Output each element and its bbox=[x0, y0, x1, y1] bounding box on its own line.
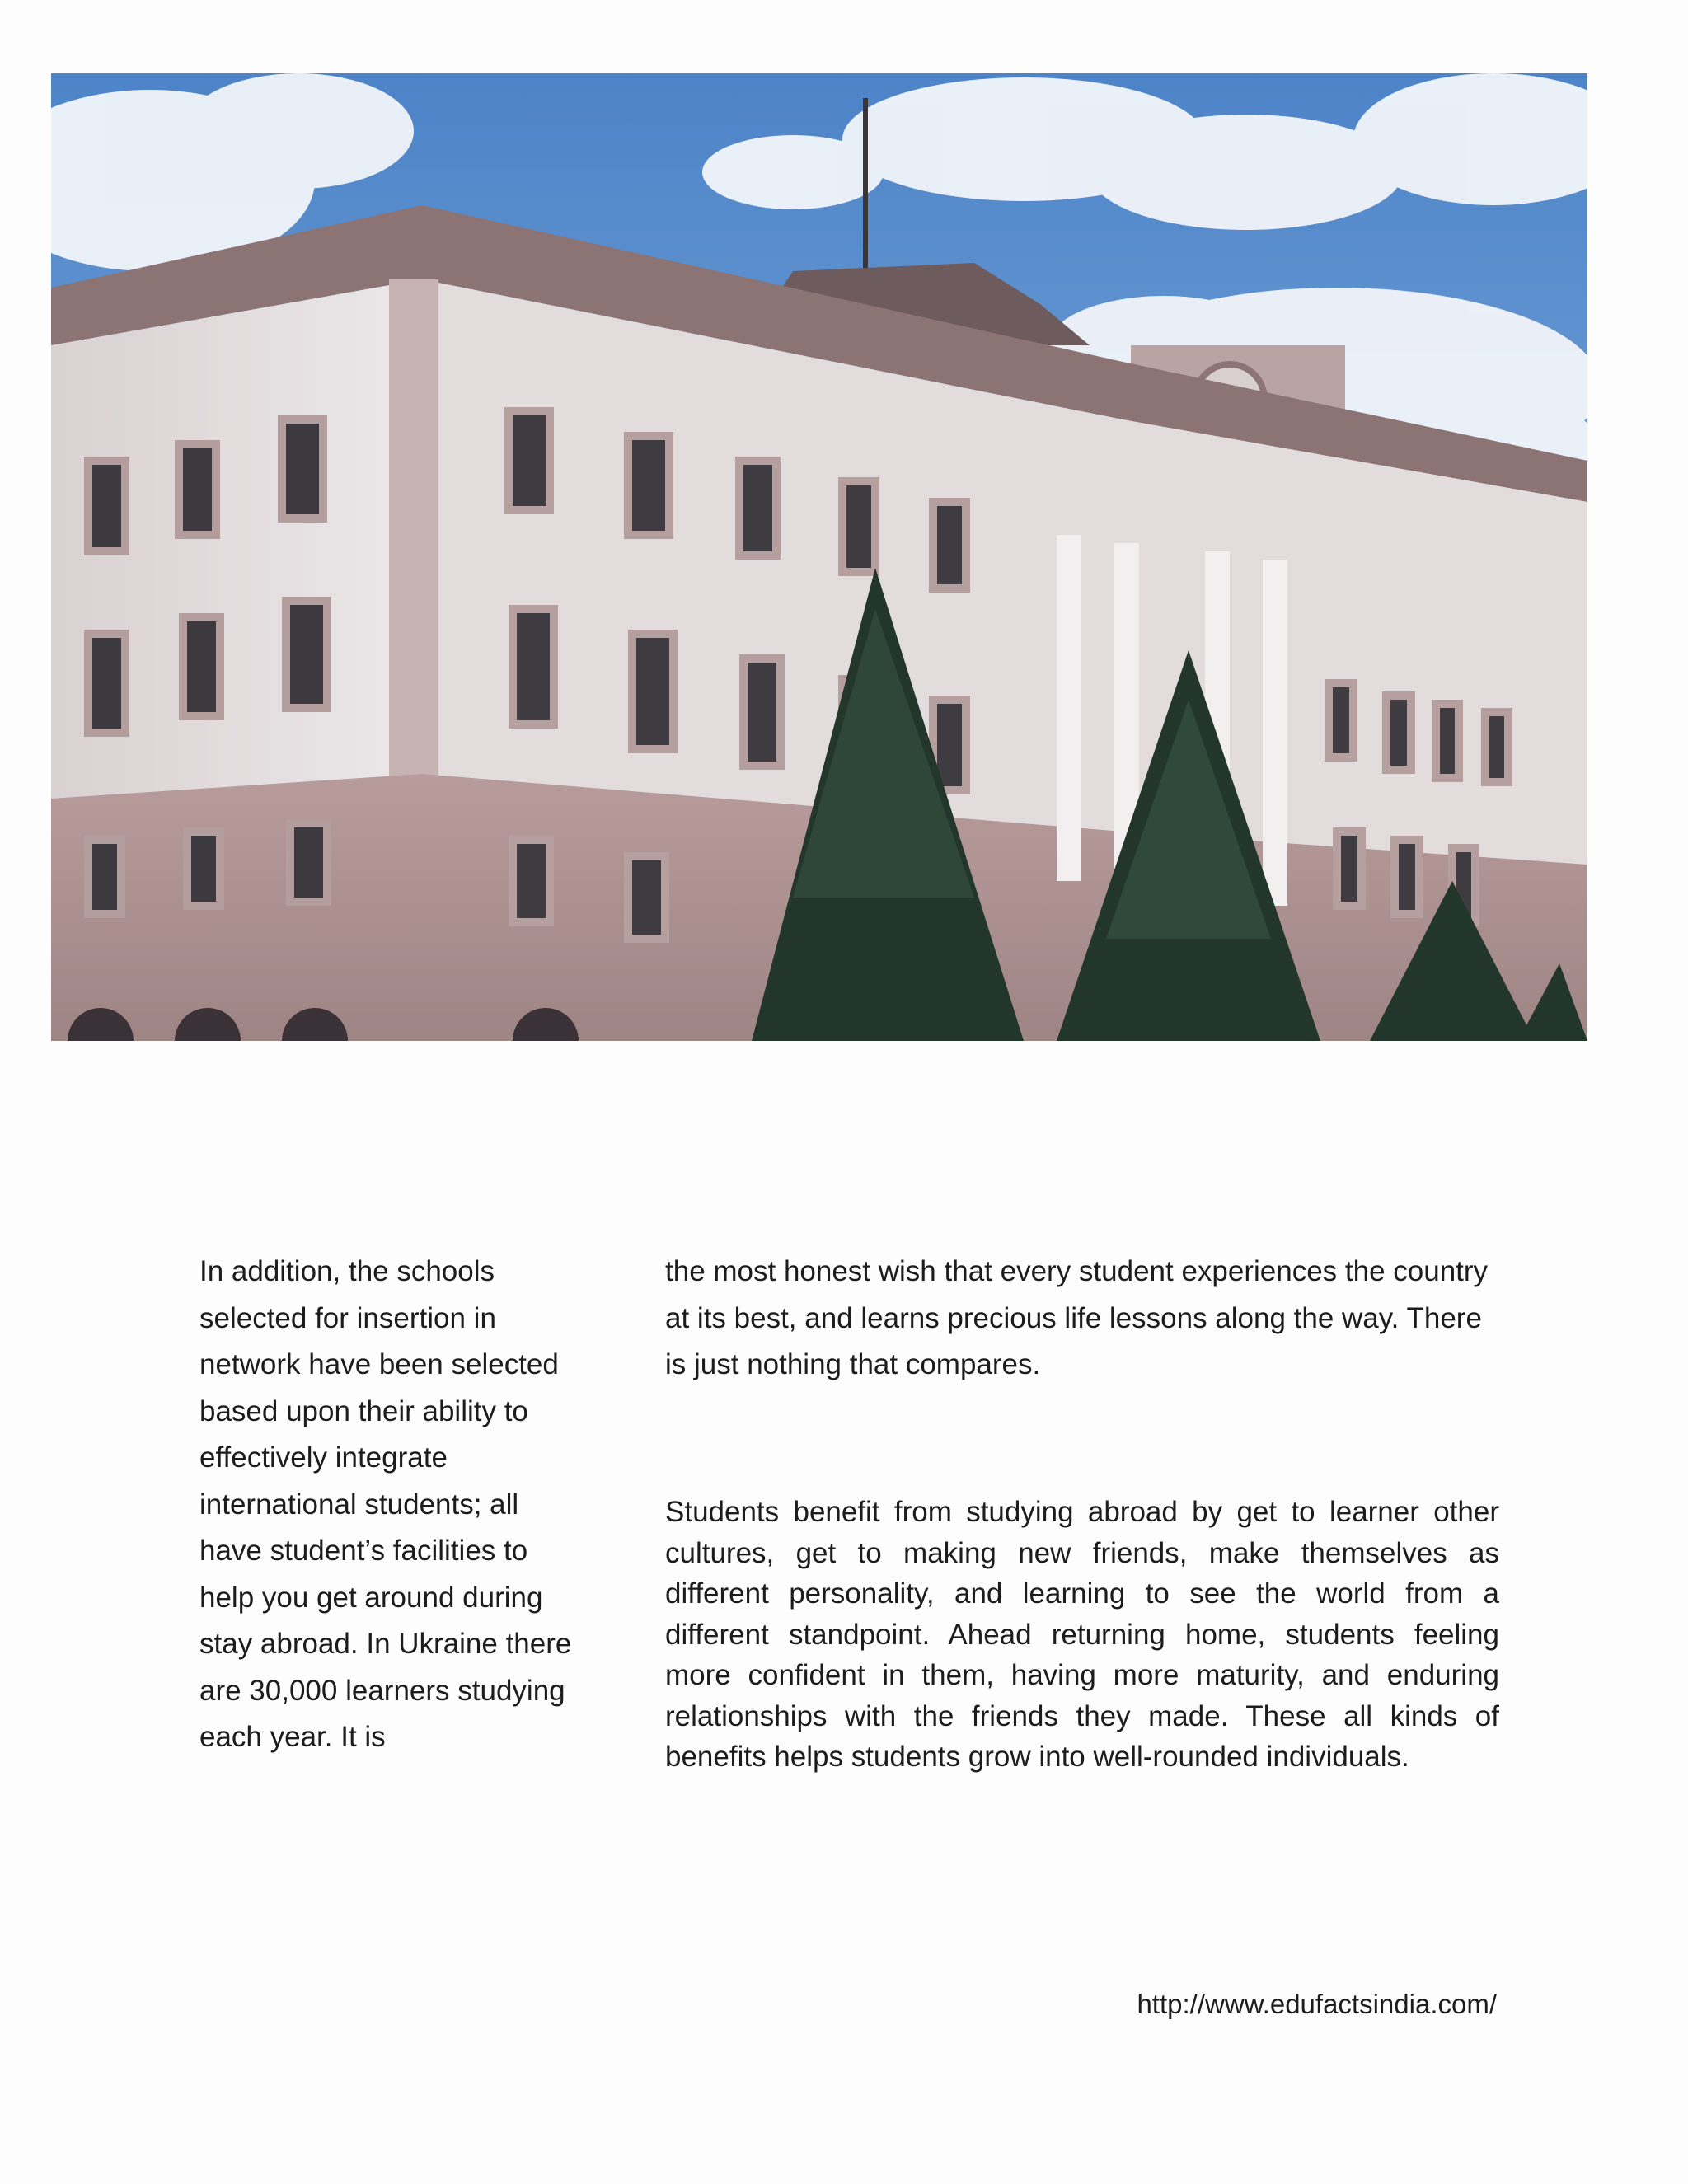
antenna bbox=[863, 98, 868, 288]
building-illustration bbox=[51, 73, 1587, 1041]
right-column-bottom-text: Students benefit from studying abroad by get to learner other cultures, get to making new friends, make themselves as different personality, and learning to see the world from a different standpoint. Ahead returning home, students feeling more confident in them, having more maturity, and enduring relationships with the friends they made. These all kinds of benefits helps students grow into well-rounded individuals. bbox=[665, 1496, 1499, 1773]
building-photo bbox=[51, 73, 1587, 1041]
left-column-text: In addition, the schools selected for insertion in network have been selected based upon their ability to effectively integrate international students; all have student’s facilities to help you get around during stay abroad. In Ukraine there are 30,000 learners studying each year. It is bbox=[199, 1255, 572, 1753]
footer-url-link[interactable]: http://www.edufactsindia.com/ bbox=[1137, 1989, 1497, 2019]
windows-left bbox=[88, 419, 327, 914]
right-column-top-text: the most honest wish that every student experiences the country at its best, and learns precious life lessons along the way. There is just nothing that compares. bbox=[665, 1255, 1489, 1380]
